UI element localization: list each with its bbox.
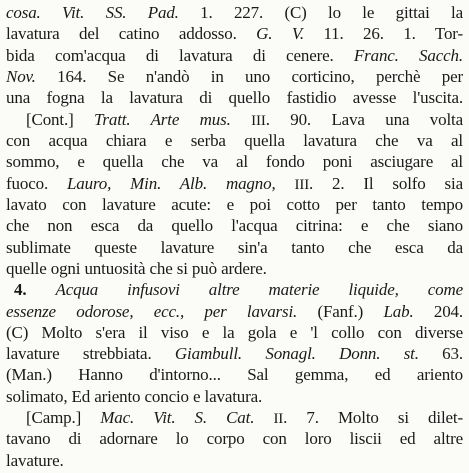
text-segment: lavatura del catino addosso. (6, 24, 257, 44)
text-segment: III (251, 112, 266, 129)
text-line (6, 343, 463, 364)
text-line (26, 407, 463, 428)
text-segment: bida com'acqua di lavatura di cenere. (6, 45, 354, 65)
text-line (6, 66, 463, 87)
text-line (6, 130, 463, 151)
text-line (6, 2, 463, 23)
text-line (26, 109, 463, 130)
text-segment: [Camp.] (26, 408, 101, 427)
text-segment: essenze odorose, ecc., per lavarsi. (6, 301, 318, 321)
text-line (6, 45, 463, 66)
text-segment: III (294, 176, 310, 193)
text-segment: sublimate queste lavature sin'a tanto che esca da (6, 237, 463, 257)
text-segment: (Fanf.) (317, 301, 384, 321)
text-line (6, 173, 463, 194)
text-segment: Acqua infusovi altre materie liquide, come (55, 280, 463, 300)
text-segment: tavano di adornare lo corpo con loro liscii ed altre (6, 429, 463, 449)
text-segment: lavato con lavature acute: e poi cotto per tanto tempo (6, 194, 463, 214)
text-line (6, 386, 463, 407)
text-segment: Lauro, Min. Alb. magno, (66, 173, 295, 193)
text-line (6, 151, 463, 172)
text-segment: fuoco. (6, 173, 67, 193)
text-segment: 4. (14, 280, 56, 300)
text-segment: . 90. Lava una volta (265, 109, 463, 129)
text-segment: cosa. Vit. SS. Pad. (6, 3, 201, 22)
text-line (6, 428, 463, 449)
text-segment: sommo, e quella che va al fondo poni asciugare al (6, 152, 463, 172)
text-line (6, 87, 463, 108)
text-line (6, 23, 463, 44)
text-line (6, 364, 463, 385)
text-segment: 63. (442, 344, 463, 364)
text-segment: una fogna la lavatura di quello fastidio avesse l'uscita. (6, 88, 463, 108)
text-line (6, 301, 463, 322)
text-line (6, 194, 463, 215)
text-segment: lavature strebbiata. (6, 344, 175, 364)
text-segment: Mac. Vit. S. Cat. (100, 408, 274, 427)
text-segment: G. V. (256, 24, 324, 44)
text-line (6, 258, 463, 279)
text-segment: Franc. Sacch. (353, 45, 463, 65)
text-segment: Nov. (6, 67, 58, 86)
text-segment: 164. Se n'andò in uno corticino, perchè per (57, 67, 463, 86)
text-segment: (Man.) Hanno d'intorno... Sal gemma, ed ariento (6, 365, 463, 385)
text-line (6, 450, 463, 471)
text-line (6, 237, 463, 258)
text-segment: Lab. (383, 301, 434, 321)
text-segment: Giambull. Sonagl. Donn. st. (174, 344, 443, 364)
text-segment: . 7. Molto si dilet- (283, 408, 463, 427)
text-segment: lo le gittai la (328, 3, 463, 22)
text-segment: [Cont.] (26, 109, 95, 129)
text-segment: (C) Molto s'era il viso e la gola e 'l collo con diverse (6, 322, 463, 342)
text-line (14, 279, 463, 300)
text-segment: 1. 227. (C) (200, 3, 329, 22)
text-segment: 204. (433, 301, 463, 321)
text-segment: II (273, 411, 284, 427)
text-segment: 11. 26. 1. Tor- (323, 24, 463, 44)
text-line (6, 215, 463, 236)
text-segment: lavature. (6, 450, 64, 470)
text-segment: che non esca da quello l'acqua citrina: e che siano (6, 216, 463, 236)
text-segment: solimato, Ed ariento concio e lavatura. (6, 386, 263, 406)
text-segment: . 2. Il solfo sia (309, 173, 463, 193)
text-segment: con acqua chiara e serba quella lavatura che va al (6, 130, 463, 150)
text-segment: quelle ogni untuosità che si può ardere. (6, 258, 267, 278)
text-segment: Tratt. Arte mus. (94, 109, 252, 129)
text-line (6, 322, 463, 343)
